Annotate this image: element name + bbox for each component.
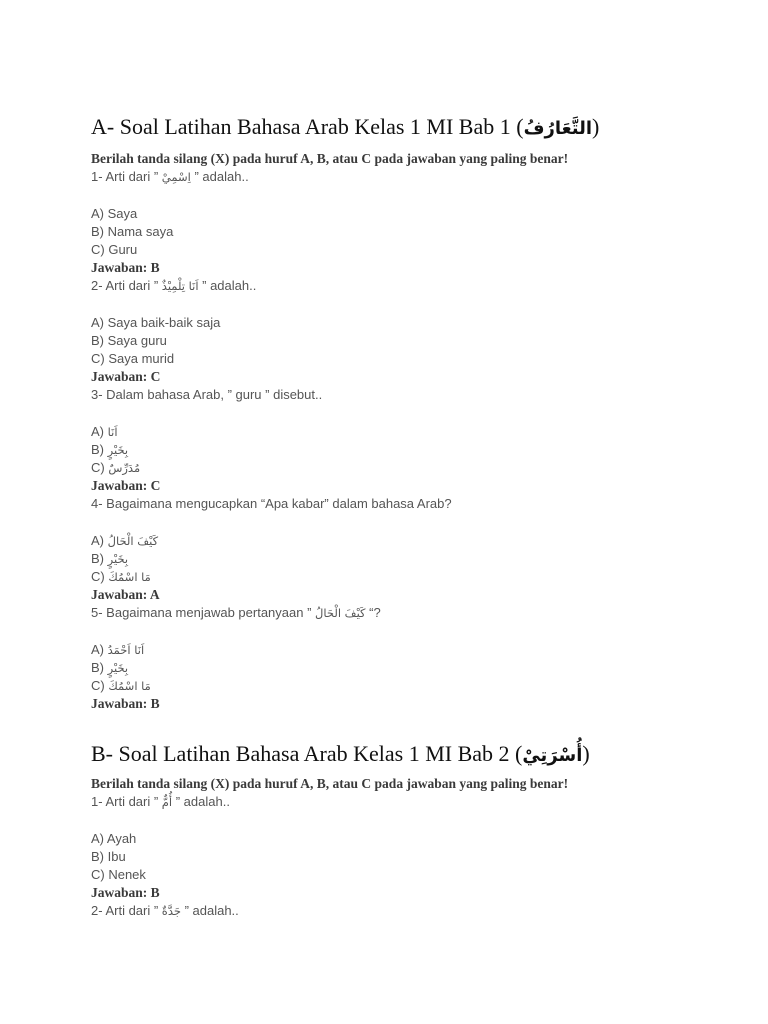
option-a5-b-arabic: بِخَيْرٍ [107,661,129,675]
document-page [91,112,751,920]
option-a5-a-arabic: اَنَا اَحْمَدُ [107,643,145,657]
option-a2-a: A) Saya baik-baik saja [91,315,221,330]
section-a-title-text: A- Soal Latihan Bahasa Arab Kelas 1 MI Bab 1 ( [91,114,524,139]
question-b2-suffix: ” adalah.. [180,903,239,918]
option-a5-b-letter: B) [91,660,108,675]
option-a4-c [91,568,751,586]
option-b1-c: C) Nenek [91,867,146,882]
question-a3: 3- Dalam bahasa Arab, ” guru ” disebut.. [91,387,323,402]
question-a2-suffix: ” adalah.. [198,278,257,293]
section-b-title-close: ) [582,741,590,766]
option-a3-c-arabic: مُدَرِّسٌ [108,461,141,475]
question-a1-arabic: اِسْمِيْ [161,170,191,184]
question-b1-suffix: ” adalah.. [172,794,230,809]
section-a-instruction: Berilah tanda silang (X) pada huruf A, B, atau C pada jawaban yang paling benar! [91,151,569,166]
option-a5-b [91,659,751,677]
option-a4-b-arabic: بِخَيْرٍ [107,552,129,566]
question-a2-arabic: اَنَا تِلْمِيْذٌ [161,279,199,293]
option-a3-a [91,423,751,441]
question-b2-arabic: جَدَّةٌ [161,904,181,918]
section-b-title-text: B- Soal Latihan Bahasa Arab Kelas 1 MI Bab 2 ( [91,741,523,766]
question-a5-suffix: “? [365,605,381,620]
option-a4-b [91,550,751,568]
question-a4: 4- Bagaimana mengucapkan “Apa kabar” dalam bahasa Arab? [91,496,452,511]
answer-b1: Jawaban: B [91,885,160,900]
option-a3-b-arabic: بِخَيْرٍ [107,443,129,457]
section-b-title-arabic: أُسْرَتِيْ [522,745,583,766]
answer-a1: Jawaban: B [91,260,160,275]
option-a5-a-letter: A) [91,642,108,657]
option-a3-b-letter: B) [91,442,108,457]
answer-a5: Jawaban: B [91,696,160,711]
question-a2-prefix: 2- Arti dari ” [91,278,162,293]
section-a-title [91,112,751,142]
answer-a4: Jawaban: A [91,587,160,602]
option-a2-b: B) Saya guru [91,333,167,348]
question-a5-arabic: كَيْفَ الْحَالُ [315,606,366,620]
option-a3-a-letter: A) [91,424,108,439]
option-a1-a: A) Saya [91,206,138,221]
answer-a2: Jawaban: C [91,369,161,384]
question-b1-prefix: 1- Arti dari ” [91,794,162,809]
option-a3-c-letter: C) [91,460,109,475]
section-a-title-arabic: التَّعَارُفُ [523,118,593,139]
option-a1-b: B) Nama saya [91,224,174,239]
section-a-title-close: ) [592,114,600,139]
question-a1-prefix: 1- Arti dari ” [91,169,162,184]
option-a3-b [91,441,751,459]
question-a1 [91,168,751,186]
option-a4-b-letter: B) [91,551,108,566]
question-b1-arabic: أُمٌّ [161,795,173,809]
option-a3-a-arabic: اَنَا [107,425,118,439]
question-a1-suffix: ” adalah.. [190,169,249,184]
option-a4-c-letter: C) [91,569,109,584]
option-b1-a: A) Ayah [91,831,137,846]
option-a4-c-arabic: مَا اسْمُكَ [108,570,151,584]
option-a5-c [91,677,751,695]
question-b2-prefix: 2- Arti dari ” [91,903,162,918]
option-a5-c-arabic: مَا اسْمُكَ [108,679,151,693]
option-b1-b: B) Ibu [91,849,126,864]
option-a1-c: C) Guru [91,242,138,257]
answer-a3: Jawaban: C [91,478,161,493]
question-a5-prefix: 5- Bagaimana menjawab pertanyaan ” [91,605,316,620]
option-a2-c: C) Saya murid [91,351,175,366]
section-b-title [91,739,751,769]
option-a5-c-letter: C) [91,678,109,693]
question-b1 [91,793,751,811]
question-a5 [91,604,751,622]
section-b-instruction: Berilah tanda silang (X) pada huruf A, B, atau C pada jawaban yang paling benar! [91,776,569,791]
option-a3-c [91,459,751,477]
question-a2 [91,277,751,295]
option-a4-a-letter: A) [91,533,108,548]
question-b2 [91,902,751,920]
option-a4-a [91,532,751,550]
option-a4-a-arabic: كَيْفَ الْحَالُ [107,534,159,548]
option-a5-a [91,641,751,659]
